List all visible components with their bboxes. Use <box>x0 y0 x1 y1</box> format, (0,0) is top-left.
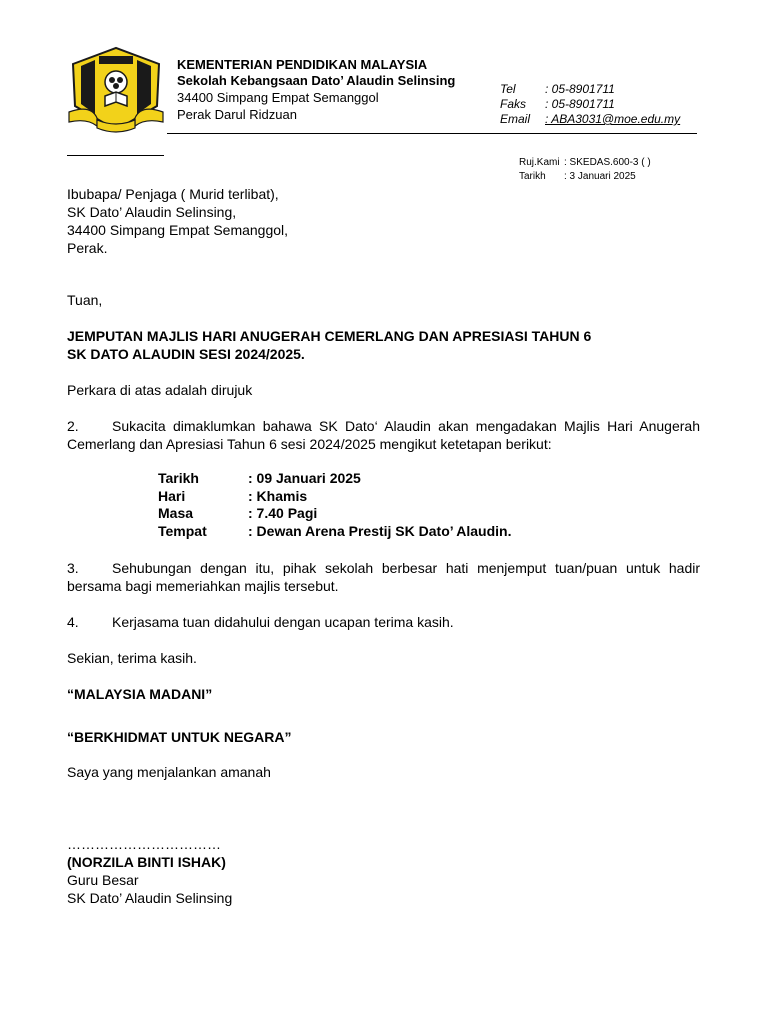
signatory-school: SK Dato’ Alaudin Selinsing <box>67 890 233 906</box>
paragraph-3-text: Sehubungan dengan itu, pihak sekolah berbesar hati menjemput tuan/puan untuk hadir bersama bagi memeriahkan majlis tersebut. <box>67 560 700 594</box>
signature-block <box>67 835 700 907</box>
detail-label: Masa <box>158 505 194 521</box>
closing-line: Sekian, terima kasih. <box>67 650 197 666</box>
detail-row-venue <box>158 523 511 541</box>
school-crest-icon <box>67 44 165 134</box>
detail-value: : 7.40 Pagi <box>248 505 318 521</box>
contact-email-link[interactable]: : ABA3031@moe.edu.my <box>545 112 681 126</box>
paragraph-4-text: Kerjasama tuan didahului dengan ucapan terima kasih. <box>112 614 454 630</box>
contact-tel-value: : 05-8901711 <box>545 82 615 96</box>
contact-email <box>500 112 680 126</box>
reference-date-value: : 3 Januari 2025 <box>564 171 636 182</box>
detail-row-date <box>158 470 511 488</box>
detail-value: : Dewan Arena Prestij SK Dato’ Alaudin. <box>248 522 512 539</box>
slogan-malaysia-madani: “MALAYSIA MADANI” <box>67 686 213 702</box>
detail-value: : 09 Januari 2025 <box>248 470 361 486</box>
recipient-line: SK Dato’ Alaudin Selinsing, <box>67 204 237 220</box>
detail-value: : Khamis <box>248 487 308 504</box>
reference-date <box>519 171 636 182</box>
recipient-line: Ibubapa/ Penjaga ( Murid terlibat), <box>67 186 279 202</box>
recipient-line: Perak. <box>67 240 108 256</box>
detail-label: Hari <box>158 487 186 504</box>
school-address-line2: Perak Darul Ridzuan <box>177 107 297 122</box>
letterhead-divider-continuation <box>67 155 164 156</box>
recipient-block <box>67 185 700 257</box>
contact-fax <box>500 97 615 111</box>
contact-fax-value: : 05-8901711 <box>545 97 615 111</box>
subject-line: JEMPUTAN MAJLIS HARI ANUGERAH CEMERLANG DAN APRESIASI TAHUN 6 <box>67 328 592 344</box>
amanah-line: Saya yang menjalankan amanah <box>67 764 271 780</box>
ministry-name: KEMENTERIAN PENDIDIKAN MALAYSIA <box>177 57 428 72</box>
paragraph-2-text: Sukacita dimaklumkan bahawa SK Dato‘ Alaudin akan mengadakan Majlis Hari Anugerah Cemerlang dan Apresiasi Tahun 6 sesi 2024/2025 mengikut ketetapan berikut: <box>67 418 700 452</box>
salutation: Tuan, <box>67 292 103 308</box>
detail-label: Tarikh <box>158 470 199 486</box>
detail-row-time <box>158 505 511 523</box>
contact-tel <box>500 82 615 96</box>
reference-ruj <box>519 157 651 168</box>
signatory-name: (NORZILA BINTI ISHAK) <box>67 854 226 870</box>
contact-email-label: Email <box>500 112 531 126</box>
reference-ruj-label: Ruj.Kami <box>519 157 560 168</box>
slogan-berkhidmat: “BERKHIDMAT UNTUK NEGARA” <box>67 729 292 745</box>
reference-ruj-value: : SKEDAS.600-3 ( ) <box>564 157 651 168</box>
school-address-line1: 34400 Simpang Empat Semanggol <box>177 90 379 105</box>
paragraph-number: 2. <box>67 418 79 434</box>
signature-dots: …………………………… <box>67 836 221 852</box>
paragraph-2 <box>67 417 700 453</box>
letterhead-divider <box>167 133 697 134</box>
detail-label: Tempat <box>158 522 207 539</box>
contact-fax-label: Faks <box>500 97 527 111</box>
paragraph-4 <box>67 613 700 631</box>
signatory-title: Guru Besar <box>67 872 139 888</box>
reference-line: Perkara di atas adalah dirujuk <box>67 382 253 398</box>
reference-date-label: Tarikh <box>519 171 546 182</box>
detail-row-day <box>158 488 511 506</box>
paragraph-number: 4. <box>67 614 79 630</box>
paragraph-3 <box>67 559 700 595</box>
subject-heading <box>67 327 700 363</box>
event-details <box>158 470 511 540</box>
paragraph-number: 3. <box>67 560 79 576</box>
subject-line: SK DATO ALAUDIN SESI 2024/2025. <box>67 346 305 362</box>
school-name: Sekolah Kebangsaan Dato’ Alaudin Selinsing <box>177 73 456 88</box>
contact-tel-label: Tel <box>500 82 516 96</box>
recipient-line: 34400 Simpang Empat Semanggol, <box>67 222 289 238</box>
